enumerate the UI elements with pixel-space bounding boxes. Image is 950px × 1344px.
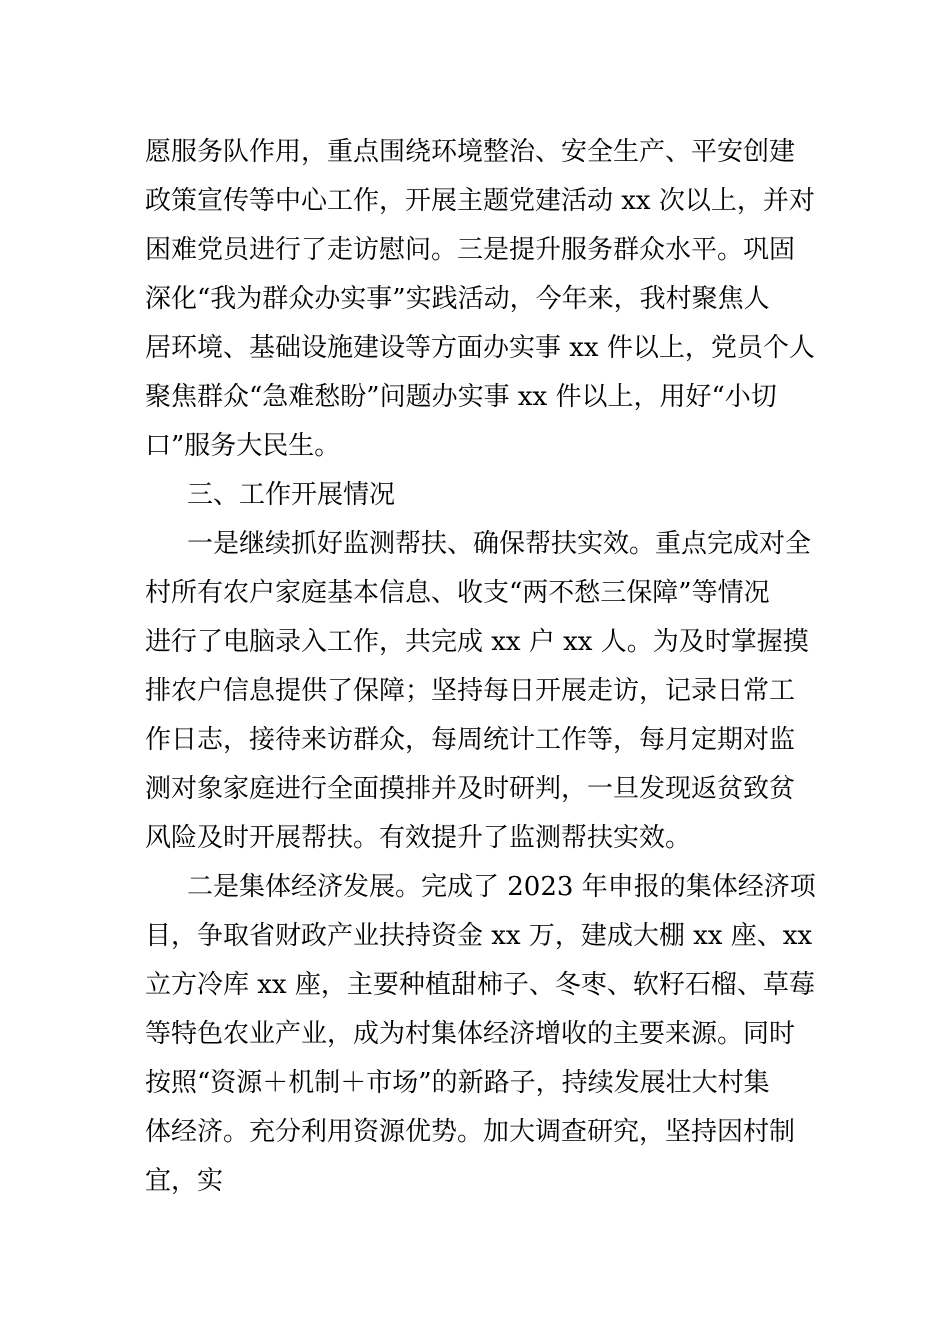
text-line: 口”服务大民生。 xyxy=(145,431,341,461)
text-line: 等特色农业产业，成为村集体经济增收的主要来源。同时 xyxy=(145,1019,796,1049)
text-line: 排农户信息提供了保障；坚持每日开展走访，记录日常工 xyxy=(145,676,796,706)
text-line: 风险及时开展帮扶。有效提升了监测帮扶实效。 xyxy=(145,823,692,853)
text-line: 目，争取省财政产业扶持资金 xx 万，建成大棚 xx 座、xx xyxy=(145,921,813,951)
paragraph-collective-economy xyxy=(145,863,815,1206)
text-line: 困难党员进行了走访慰问。三是提升服务群众水平。巩固 xyxy=(145,235,796,265)
text-line: 宜，实 xyxy=(145,1166,224,1196)
text-line: 测对象家庭进行全面摸排并及时研判，一旦发现返贫致贫 xyxy=(145,774,796,804)
text-line: 村所有农户家庭基本信息、收支“两不愁三保障”等情况 xyxy=(145,578,770,608)
text-line: 体经济。充分利用资源优势。加大调查研究，坚持因村制 xyxy=(145,1117,796,1147)
text-line: 聚焦群众“急难愁盼”问题办实事 xx 件以上，用好“小切 xyxy=(145,382,777,412)
text-line: 政策宣传等中心工作，开展主题党建活动 xx 次以上，并对 xyxy=(145,186,815,216)
text-line: 作日志，接待来访群众，每周统计工作等，每月定期对监 xyxy=(145,725,796,755)
text-line: 按照“资源＋机制＋市场”的新路子，持续发展壮大村集 xyxy=(145,1068,770,1098)
text-line: 立方冷库 xx 座，主要种植甜柿子、冬枣、软籽石榴、草莓 xyxy=(145,970,815,1000)
paragraph-monitoring-assistance xyxy=(145,520,815,863)
section-heading: 三、工作开展情况 xyxy=(187,480,396,510)
paragraph-service-team xyxy=(145,128,815,471)
text-line: 居环境、基础设施建设等方面办实事 xx 件以上，党员个人 xyxy=(145,333,815,363)
text-line: 进行了电脑录入工作，共完成 xx 户 xx 人。为及时掌握摸 xyxy=(145,627,809,657)
text-line: 愿服务队作用，重点围绕环境整治、安全生产、平安创建 xyxy=(145,137,796,167)
document-body xyxy=(145,128,815,1206)
text-line: 二是集体经济发展。完成了 2023 年申报的集体经济项 xyxy=(187,872,816,902)
text-line: 一是继续抓好监测帮扶、确保帮扶实效。重点完成对全 xyxy=(187,529,812,559)
text-line: 深化“我为群众办实事”实践活动，今年来，我村聚焦人 xyxy=(145,284,770,314)
